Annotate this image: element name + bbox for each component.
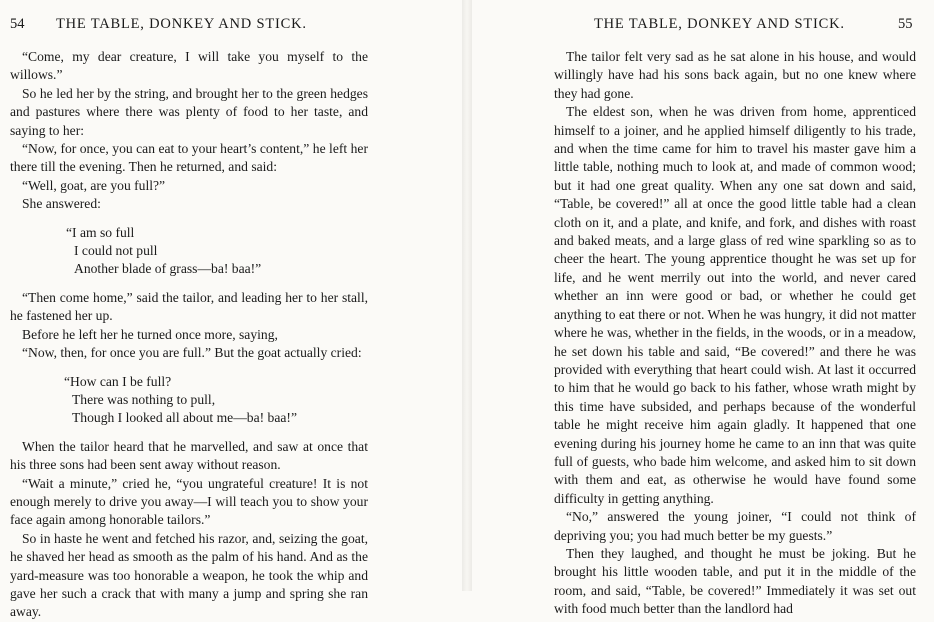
- verse: [64, 373, 368, 428]
- left-page: [0, 0, 462, 620]
- paragraph: “Then come home,” said the tailor, and leading her to her stall, he fastened her up.: [10, 289, 368, 324]
- book-gutter: [462, 0, 472, 591]
- page-body: [10, 48, 368, 622]
- paragraph: “No,” answered the young joiner, “I could not think of depriving you; you had much better be my guests.”: [554, 509, 916, 543]
- paragraph: Then they laughed, and thought he must be joking. But he brought his little wooden table, and put it in the middle of the room, and said, “Table, be covered!” Immediately it was set out with food much better than the landlord had: [554, 545, 916, 617]
- page-number: 55: [898, 16, 913, 32]
- verse-line: There was nothing to pull,: [72, 391, 216, 407]
- paragraph: So he led her by the string, and brought her to the green hedges and pastures where there was plenty of food to her taste, and saying to her:: [10, 85, 368, 138]
- verse-line: “How can I be full?: [64, 373, 172, 389]
- page-body: [554, 48, 916, 619]
- paragraph: When the tailor heard that he marvelled, and saw at once that his three sons had been sent away without reason.: [10, 438, 368, 473]
- paragraph: “Come, my dear creature, I will take you myself to the willows.”: [10, 49, 368, 83]
- paragraph: “Well, goat, are you full?”: [22, 177, 166, 193]
- verse-line: I could not pull: [74, 243, 158, 259]
- verse: [66, 224, 368, 279]
- paragraph: “Wait a minute,” cried he, “you ungrateful creature! It is not enough merely to drive you away—I will teach you to show your face again among honorable tailors.”: [10, 475, 368, 528]
- verse-line: Though I looked all about me—ba! baa!”: [72, 410, 297, 426]
- running-head: THE TABLE, DONKEY AND STICK.: [594, 16, 845, 32]
- paragraph: Before he left her he turned once more, saying,: [22, 326, 278, 342]
- paragraph: “Now, for once, you can eat to your heart’s content,” he left her there till the evening. Then he returned, and said:: [10, 141, 368, 175]
- page-number: 54: [10, 16, 25, 32]
- paragraph: The eldest son, when he was driven from home, apprenticed himself to a joiner, and he applied himself diligently to his trade, and when the time came for him to travel his master gave him a little table, nothing much to look at, and made of common wood; but it had one great quality. When any one sat down and said, “Table, be covered!” all at once the good little table had a clean cloth on it, and a plate, and knife, and fork, and dishes with roast and baked meats, and a large glass of red wine sparkling so as to cheer the heart. The young apprentice thought he was set up for life, and he went merrily out into the world, and never cared whether an inn were good or bad, or whether he could get anything to eat there or not. When he was hungry, it did not matter where he was, whether in the fields, in the woods, or in a meadow, he set down his table and said, “Be covered!” and there he was provided with everything that heart could wish. At last it occurred to him that he would go back to his father, whose wrath might by this time have subsided, and perhaps because of the wonderful table he might receive him again gladly. It happened that one evening during his journey home he came to an inn that was quite full of guests, who bade him welcome, and asked him to sit down with them and eat, as otherwise he would have found some difficulty in getting anything.: [554, 104, 916, 506]
- paragraph: She answered:: [22, 196, 101, 212]
- running-head: THE TABLE, DONKEY AND STICK.: [56, 16, 307, 32]
- paragraph: So in haste he went and fetched his razor, and, seizing the goat, he shaved her head as smooth as the palm of his hand. And as the yard-measure was too honorable a weapon, he took the whip and gave her such a crack that with many a jump and spring she ran away.: [10, 530, 368, 620]
- verse-line: Another blade of grass—ba! baa!”: [74, 261, 262, 277]
- paragraph: “Now, then, for once you are full.” But the goat actually cried:: [22, 345, 362, 361]
- right-page: [472, 0, 934, 617]
- verse-line: “I am so full: [66, 224, 135, 240]
- paragraph: The tailor felt very sad as he sat alone in his house, and would willingly have had his sons back again, but no one knew where they had gone.: [554, 49, 916, 101]
